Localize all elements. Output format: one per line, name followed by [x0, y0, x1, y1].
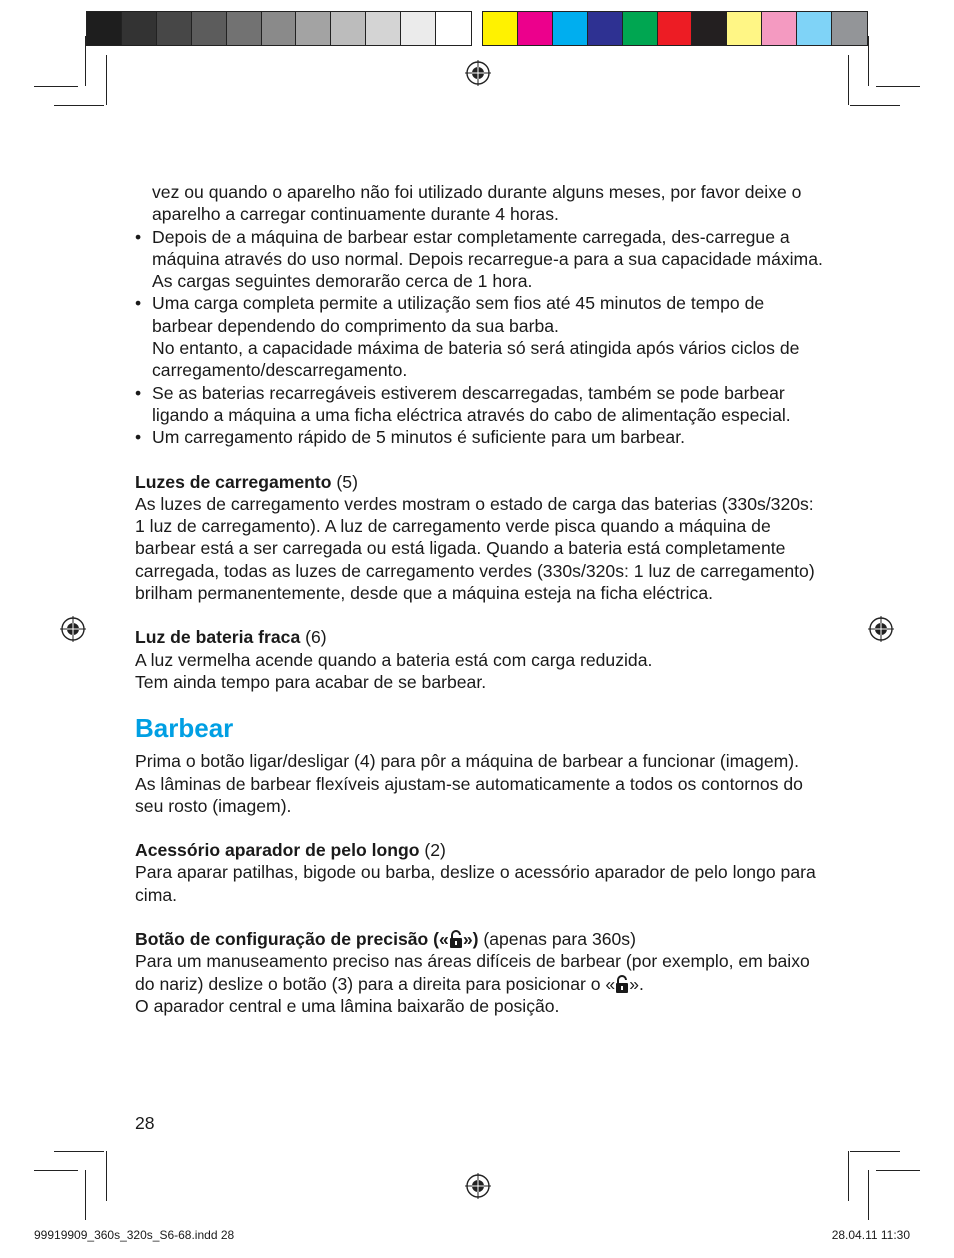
- page-number: 28: [135, 1113, 155, 1133]
- paragraph: As luzes de carregamento verdes mostram o estado de carga das baterias (330s/320s: 1 luz de carregamento). A luz de carregamento verde pisca quando a máquina de barbear está a ser carregada ou está ligada. Quando a bateria está completamente carregada, todas as luzes de carregamento verdes (330s/320s: 1 luz de carregamento) brilham permanentemente, desde que a máquina esteja na ficha eléctrica.: [135, 493, 815, 604]
- color-swatch: [122, 12, 157, 45]
- color-swatch: [727, 12, 762, 45]
- paragraph: Para aparar patilhas, bigode ou barba, deslize o acessório aparador de pelo longo para cima.: [135, 862, 816, 905]
- process-color-bar: [482, 11, 868, 46]
- color-swatch: [436, 12, 471, 45]
- crop-mark: [85, 1170, 86, 1220]
- lock-open-icon: [449, 930, 463, 948]
- trimmer-heading: Acessório aparador de pelo longo (2): [135, 840, 446, 861]
- crop-mark: [54, 105, 104, 106]
- color-swatch: [623, 12, 658, 45]
- crop-mark: [34, 1170, 78, 1171]
- color-swatch: [192, 12, 227, 45]
- paragraph: As lâminas de barbear flexíveis ajustam-se automaticamente a todos os contornos do seu rosto (imagem).: [135, 773, 803, 816]
- color-swatch: [797, 12, 832, 45]
- color-swatch: [692, 12, 727, 45]
- list-item: • Depois de a máquina de barbear estar completamente carregada, des-carregue a máquina através do uso normal. Depois recarregue-a para a sua capacidade máxima. As cargas seguintes demorarão cerca de 1 hora.: [135, 226, 825, 293]
- section-heading: Barbear: [135, 713, 234, 744]
- color-swatch: [366, 12, 401, 45]
- registration-mark-icon: [868, 616, 894, 642]
- color-swatch: [518, 12, 553, 45]
- crop-mark: [34, 86, 78, 87]
- paragraph: Para um manuseamento preciso nas áreas difíceis de barbear (por exemplo, em baixo do nariz) deslize o botão (3) para a direita para posicionar o « ».: [135, 951, 810, 994]
- page-content: [135, 181, 825, 1017]
- paragraph: Tem ainda tempo para acabar de se barbear.: [135, 671, 487, 692]
- color-swatch: [157, 12, 192, 45]
- color-swatch: [296, 12, 331, 45]
- list-item: • Se as baterias recarregáveis estiverem descarregadas, também se pode barbear ligando a máquina a uma ficha eléctrica através do cabo de alimentação especial.: [135, 382, 825, 427]
- crop-mark: [850, 1151, 900, 1152]
- crop-mark: [85, 36, 86, 86]
- paragraph: A luz vermelha acende quando a bateria está com carga reduzida.: [135, 649, 653, 670]
- paragraph: vez ou quando o aparelho não foi utilizado durante alguns meses, por favor deixe o aparelho a carregar continuamente durante 4 horas.: [152, 182, 802, 225]
- footer-date: 28.04.11 11:30: [831, 1228, 910, 1242]
- charge-lights-heading: Luzes de carregamento (5): [135, 471, 358, 492]
- lock-open-icon: [615, 975, 629, 993]
- crop-mark: [876, 1170, 920, 1171]
- precision-heading: Botão de configuração de precisão (« ») (apenas para 360s): [135, 929, 636, 950]
- crop-mark: [868, 1170, 869, 1220]
- color-swatch: [401, 12, 436, 45]
- paragraph: Prima o botão ligar/desligar (4) para pôr a máquina de barbear a funcionar (imagem).: [135, 751, 800, 772]
- crop-mark: [850, 105, 900, 106]
- color-swatch: [262, 12, 297, 45]
- crop-mark: [876, 86, 920, 87]
- registration-mark-icon: [60, 616, 86, 642]
- color-swatch: [553, 12, 588, 45]
- color-swatch: [87, 12, 122, 45]
- crop-mark: [868, 36, 869, 86]
- paragraph: No entanto, a capacidade máxima de bateria só será atingida após vários ciclos de carregamento/descarregamento.: [152, 338, 800, 381]
- color-swatch: [832, 12, 867, 45]
- color-swatch: [227, 12, 262, 45]
- color-swatch: [658, 12, 693, 45]
- low-battery-heading: Luz de bateria fraca (6): [135, 627, 327, 648]
- color-swatch: [588, 12, 623, 45]
- crop-mark: [54, 1151, 104, 1152]
- list-item: • Uma carga completa permite a utilização sem fios até 45 minutos de tempo de barbear dependendo do comprimento da sua barba.: [135, 292, 825, 337]
- crop-mark: [848, 1151, 849, 1201]
- registration-mark-icon: [465, 1173, 491, 1199]
- registration-mark-icon: [465, 60, 491, 86]
- color-swatch: [331, 12, 366, 45]
- color-swatch: [483, 12, 518, 45]
- crop-mark: [106, 1151, 107, 1201]
- crop-mark: [848, 55, 849, 105]
- crop-mark: [106, 55, 107, 105]
- footer-file: 99919909_360s_320s_S6-68.indd 28: [34, 1228, 235, 1242]
- list-item: • Um carregamento rápido de 5 minutos é suficiente para um barbear.: [135, 426, 825, 448]
- color-swatch: [762, 12, 797, 45]
- grayscale-color-bar: [86, 11, 472, 46]
- paragraph: O aparador central e uma lâmina baixarão de posição.: [135, 995, 560, 1016]
